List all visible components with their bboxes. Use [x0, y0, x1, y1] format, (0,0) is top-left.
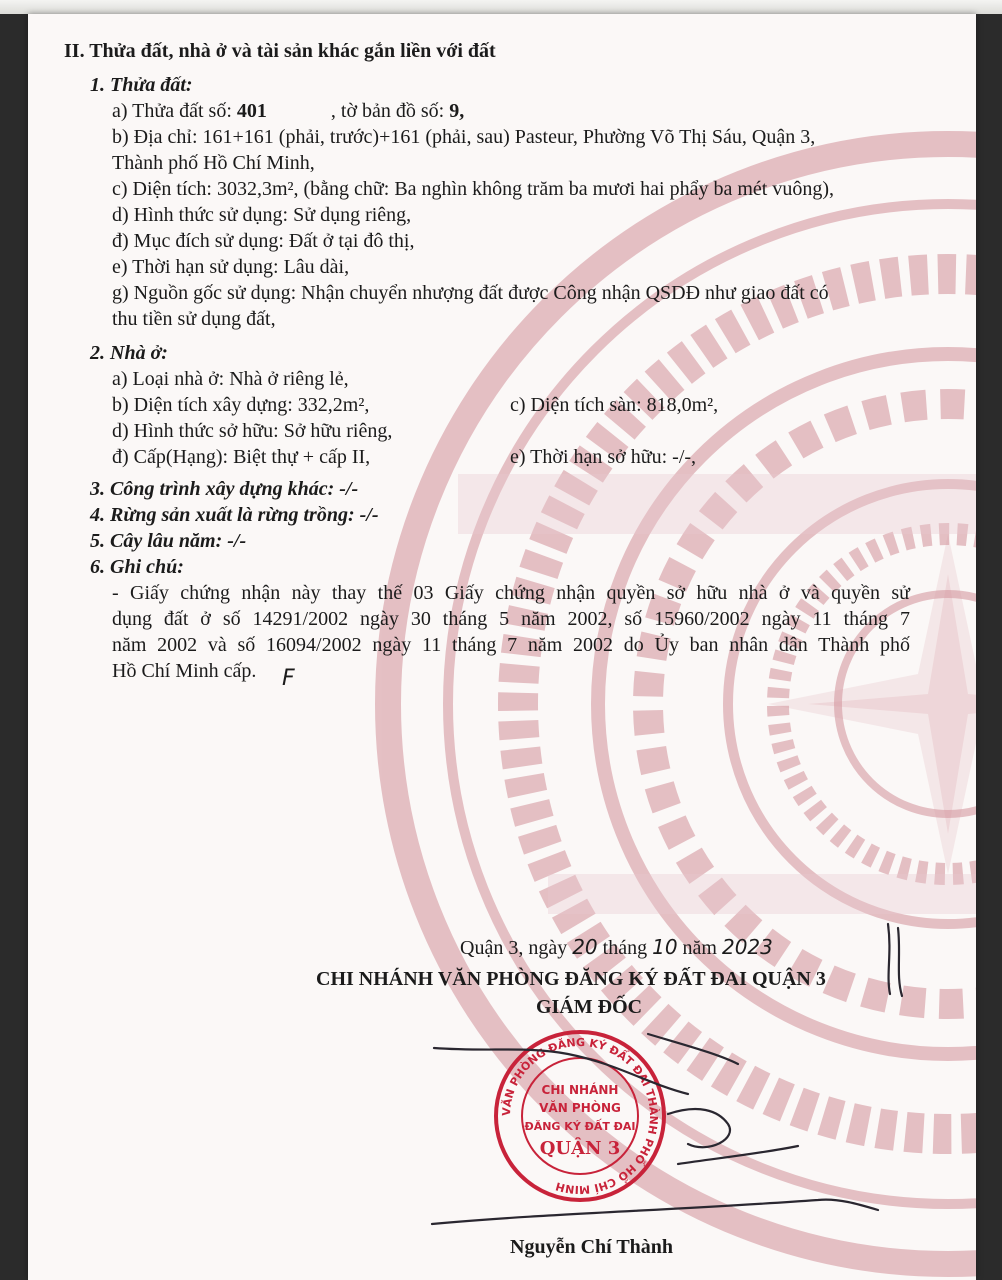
parcel-number: 401	[236, 100, 267, 122]
notes-line-3: năm 2002 và số 16094/2002 ngày 11 tháng 7 năm 2002 do Ủy ban nhân dân Thành phố	[112, 634, 910, 656]
notes-line-1: - Giấy chứng nhận này thay thế 03 Giấy chứng nhận quyền sở hữu nhà ở và quyền sử	[112, 582, 910, 604]
stamp-line-3: ĐĂNG KÝ ĐẤT ĐAI	[524, 1120, 636, 1133]
address-line-1: b) Địa chỉ: 161+161 (phải, trước)+161 (phải, sau) Pasteur, Phường Võ Thị Sáu, Quận 3,	[112, 126, 816, 148]
stamp-line-1: CHI NHÁNH	[541, 1083, 619, 1097]
parcel-label: a) Thửa đất số:	[112, 100, 237, 122]
stamp-line-2: VĂN PHÒNG	[539, 1101, 621, 1115]
ownership-form: d) Hình thức sở hữu: Sở hữu riêng,	[112, 420, 393, 442]
land-heading: 1. Thửa đất:	[90, 74, 193, 96]
origin-line-2: thu tiền sử dụng đất,	[112, 308, 276, 330]
date-month-word: tháng	[597, 937, 653, 959]
stamp-line-4: QUẬN 3	[539, 1138, 621, 1159]
issuing-office: CHI NHÁNH VĂN PHÒNG ĐĂNG KÝ ĐẤT ĐAI QUẬN 3	[316, 968, 826, 990]
handwritten-signature-icon	[418, 914, 938, 1234]
house-grade: đ) Cấp(Hạng): Biệt thự + cấp II,	[112, 446, 371, 468]
date-prefix: Quận 3, ngày	[460, 937, 573, 959]
map-label: , tờ bản đồ số:	[330, 100, 450, 122]
ownership-term: e) Thời hạn sở hữu: -/-,	[510, 446, 697, 468]
usage-purpose: đ) Mục đích sử dụng: Đất ở tại đô thị,	[112, 230, 415, 252]
other-construction: 3. Công trình xây dựng khác: -/-	[90, 478, 359, 500]
usage-form: d) Hình thức sử dụng: Sử dụng riêng,	[112, 204, 412, 226]
notes-heading: 6. Ghi chú:	[90, 556, 184, 578]
date-year-word: năm	[677, 937, 722, 959]
house-type: a) Loại nhà ở: Nhà ở riêng lẻ,	[112, 368, 349, 390]
notes-line-2: dụng đất ở số 14291/2002 ngày 30 tháng 5 năm 2002, số 15960/2002 ngày 11 tháng 7	[112, 608, 910, 630]
signer-name: Nguyễn Chí Thành	[510, 1236, 674, 1258]
document-page	[28, 14, 976, 1280]
floor-area: c) Diện tích sàn: 818,0m²,	[510, 394, 719, 416]
handwritten-initials: F	[282, 666, 295, 691]
perennial-item: 5. Cây lâu năm: -/-	[90, 530, 247, 552]
house-heading: 2. Nhà ở:	[90, 342, 168, 364]
document-content	[28, 14, 976, 1280]
forest-item: 4. Rừng sản xuất là rừng trồng: -/-	[90, 504, 379, 526]
address-line-2: Thành phố Hồ Chí Minh,	[112, 152, 315, 174]
stamp-ring-text: VĂN PHÒNG ĐĂNG KÝ ĐẤT ĐAI THÀNH PHỐ HỒ CHÍ MINH	[499, 1035, 661, 1197]
date-year: 2023	[721, 935, 773, 959]
date-day: 20	[572, 935, 598, 959]
build-area: b) Diện tích xây dựng: 332,2m²,	[112, 394, 370, 416]
land-area: c) Diện tích: 3032,3m², (bằng chữ: Ba nghìn không trăm ba mươi hai phẩy ba mét vuông),	[112, 178, 834, 200]
map-number: 9,	[449, 100, 465, 122]
notes-line-4: Hồ Chí Minh cấp.	[112, 660, 257, 682]
signer-position: GIÁM ĐỐC	[536, 996, 643, 1018]
usage-term: e) Thời hạn sử dụng: Lâu dài,	[112, 256, 350, 278]
section-title: II. Thửa đất, nhà ở và tài sản khác gắn liền với đất	[64, 40, 496, 62]
window-top-edge	[0, 0, 1002, 14]
origin-line-1: g) Nguồn gốc sử dụng: Nhận chuyển nhượng đất được Công nhận QSDĐ như giao đất có	[112, 282, 829, 304]
date-month: 10	[652, 935, 678, 959]
parcel-number-line	[112, 98, 464, 124]
